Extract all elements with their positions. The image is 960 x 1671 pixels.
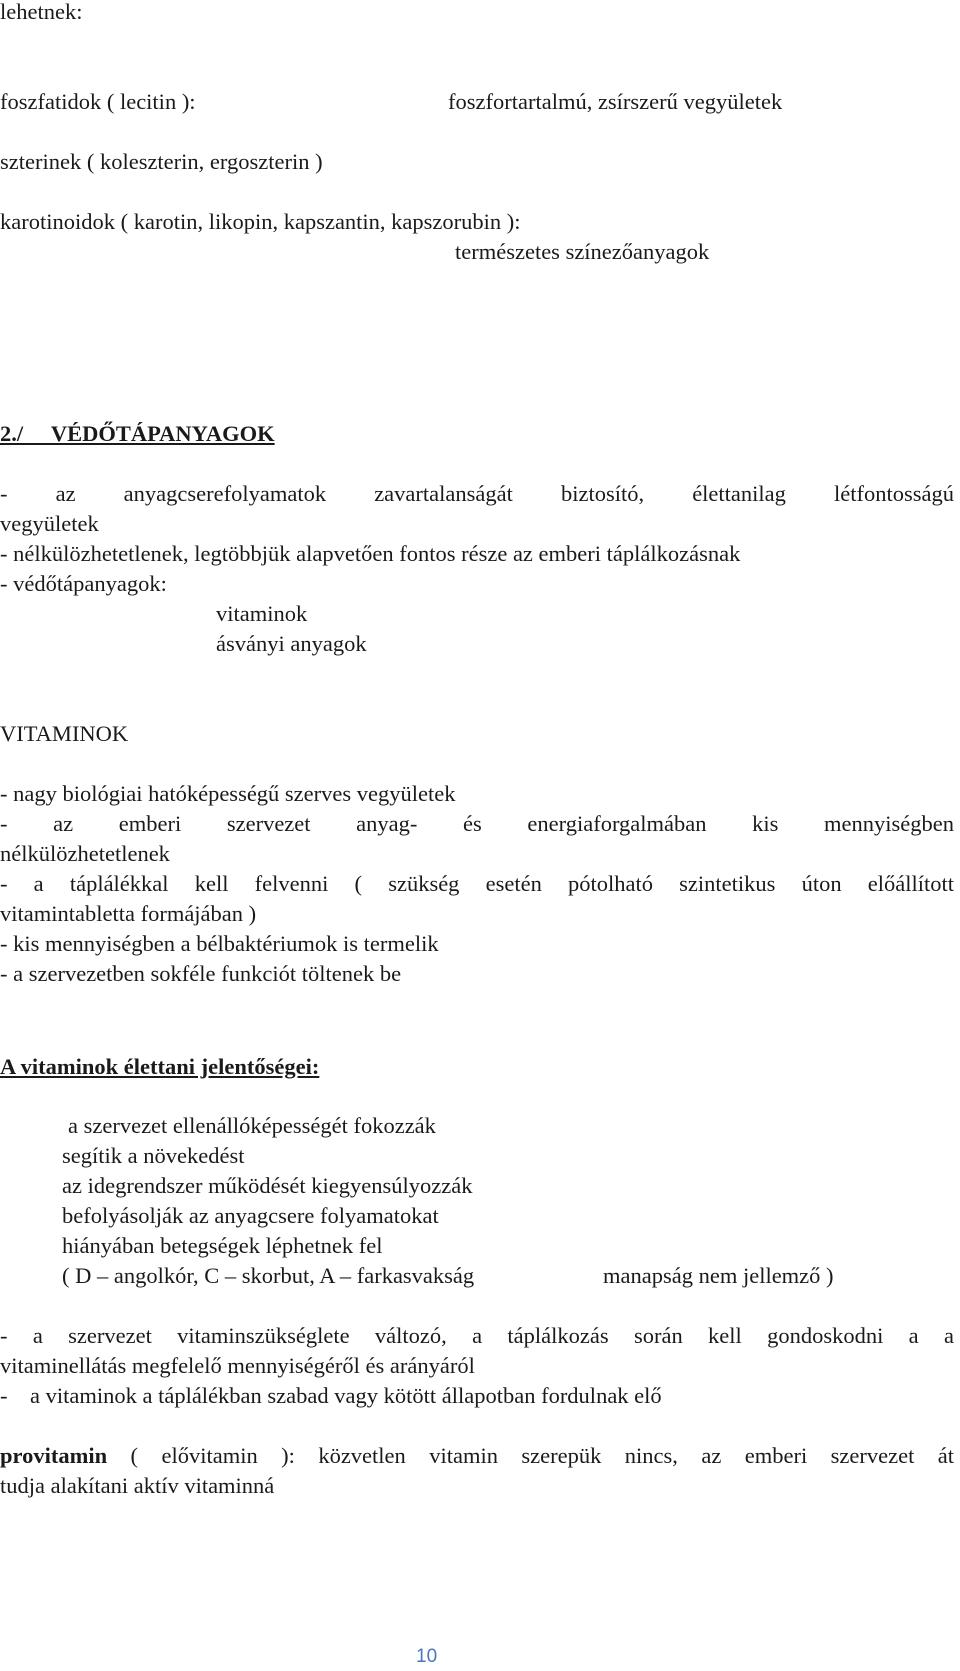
paragraph: - a táplálékkal kell felvenni ( szükség esetén pótolható szintetikus úton előállított: [0, 871, 954, 896]
text-line: szterinek ( koleszterin, ergoszterin ): [0, 149, 323, 174]
text-line: - védőtápanyagok:: [0, 571, 167, 596]
text-line: - a vitaminok a táplálékban szabad vagy kötött állapotban fordulnak elő: [0, 1383, 662, 1408]
term-provitamin: provitamin: [0, 1443, 108, 1468]
text-line: természetes színezőanyagok: [455, 239, 710, 264]
list-item: hiányában betegségek léphetnek fel: [62, 1233, 383, 1258]
paragraph: provitamin ( elővitamin ): közvetlen vitamin szerepük nincs, az emberi szervezet át: [0, 1443, 954, 1468]
text-line: - kis mennyiségben a bélbaktériumok is termelik: [0, 931, 439, 956]
text-line: vitamintabletta formájában ): [0, 901, 257, 926]
text-line: - nélkülözhetetlenek, legtöbbjük alapvetően fontos része az emberi táplálkozásnak: [0, 541, 741, 566]
list-item: segítik a növekedést: [62, 1143, 245, 1168]
section-heading: A vitaminok élettani jelentőségei:: [0, 1054, 320, 1079]
text-line: ásványi anyagok: [216, 631, 367, 656]
text-line: lehetnek:: [0, 0, 83, 24]
list-item: a szervezet ellenállóképességét fokozzák: [68, 1113, 436, 1138]
text-line: vegyületek: [0, 511, 99, 536]
paragraph: - az anyagcserefolyamatok zavartalanságát biztosító, élettanilag létfontosságú: [0, 481, 954, 506]
paragraph: - a szervezet vitaminszükséglete változó, a táplálkozás során kell gondoskodni a a: [0, 1323, 954, 1348]
text-line: - nagy biológiai hatóképességű szerves vegyületek: [0, 781, 456, 806]
text-line: karotinoidok ( karotin, likopin, kapszantin, kapszorubin ):: [0, 209, 521, 234]
page-number: 10: [416, 1646, 438, 1667]
text-line: nélkülözhetetlenek: [0, 841, 170, 866]
list-item: befolyásolják az anyagcsere folyamatokat: [62, 1203, 439, 1228]
section-heading: VITAMINOK: [0, 721, 129, 746]
paragraph: - az emberi szervezet anyag- és energiaforgalmában kis mennyiségben: [0, 811, 954, 836]
section-heading: 2./ VÉDŐTÁPANYAGOK: [0, 421, 275, 446]
text-line: foszfatidok ( lecitin ):: [0, 89, 196, 114]
text-line: vitaminellátás megfelelő mennyiségéről és arányáról: [0, 1353, 475, 1378]
list-item: az idegrendszer működését kiegyensúlyozzák: [62, 1173, 473, 1198]
text-line: - a szervezetben sokféle funkciót töltenek be: [0, 961, 402, 986]
text-line: foszfortartalmú, zsírszerű vegyületek: [448, 89, 783, 114]
list-item: ( D – angolkór, C – skorbut, A – farkasvakság: [62, 1263, 475, 1288]
list-item: manapság nem jellemző ): [603, 1263, 834, 1288]
text-line: tudja alakítani aktív vitaminná: [0, 1473, 275, 1498]
text-line: vitaminok: [216, 601, 308, 626]
